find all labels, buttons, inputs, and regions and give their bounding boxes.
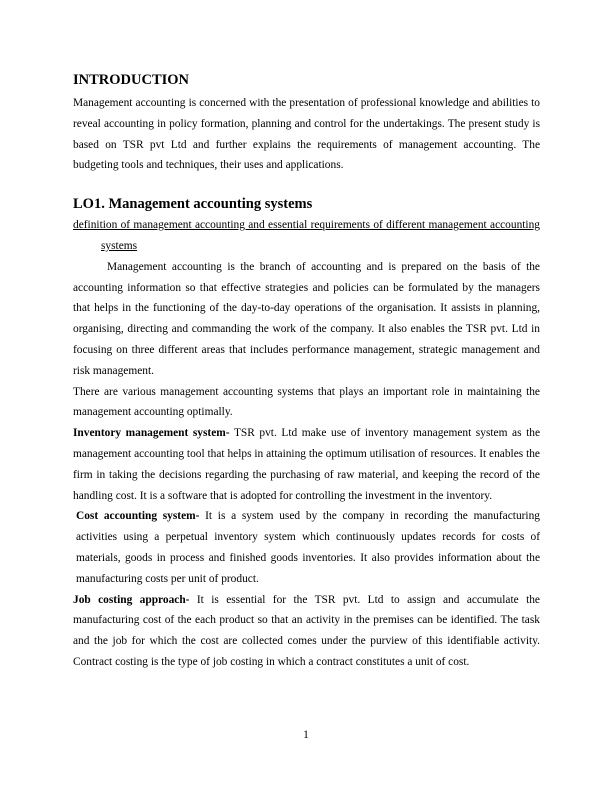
job-costing-text: It is essential for the TSR pvt. Ltd to assign and accumulate the manufacturing cost of the each product so that an activity in the premises can be identified. The task and the job for which the cost are collected comes under the purview of this identifiable activity. Contract costing is the type of job costing in which a contract constitutes a unit of cost. [73,593,540,668]
lo1-paragraph-systems: There are various management accounting systems that plays an important role in maintaining the management accounting optimally. [73,385,540,419]
lo1-paragraph-definition: Management accounting is the branch of accounting and is prepared on the basis of the accounting information so that effective strategies and policies can be formulated by the managers that helps in the functioning of the day-to-day operations of the organisation. It assists in planning, organising, directing and commanding the work of the company. It also enables the TSR pvt. Ltd in focusing on three different areas that includes performance management, strategic management and risk management. [73,260,540,377]
introduction-paragraph: Management accounting is concerned with the presentation of professional knowledge and abilities to reveal accounting in policy formation, planning and control for the undertakings. The present study is based on TSR pvt Ltd and further explains the requirements of management accounting. The budgeting tools and techniques, their uses and applications. [73,97,540,172]
cost-accounting-paragraph [73,506,540,589]
introduction-heading: INTRODUCTION [73,72,190,88]
lo1-heading: LO1. Management accounting systems [73,196,313,213]
job-costing-lead: Job costing approach- [73,593,190,606]
page-number: 1 [303,729,309,741]
cost-accounting-text: It is a system used by the company in recording the manufacturing activities using a perpetual inventory system which continuously updates records for costs of materials, goods in process and finished goods inventories. It also provides information about the manufacturing costs per unit of product. [76,510,540,585]
lo1-subheading: definition of management accounting and essential requirements of different management accounting systems [73,219,540,252]
job-costing-paragraph [73,590,540,673]
section-gap [73,176,540,195]
inventory-management-text: TSR pvt. Ltd make use of inventory management system as the management accounting tool that helps in attaining the optimum utilisation of resources. It enables the firm in taking the decisions regarding the purchasing of raw material, and keeping the record of the handling cost. It is a software that is adopted for controlling the investment in the inventory. [73,427,540,502]
document-page [73,71,540,673]
cost-accounting-lead: Cost accounting system- [76,510,200,523]
inventory-management-paragraph [73,423,540,506]
inventory-management-lead: Inventory management system- [73,427,230,440]
